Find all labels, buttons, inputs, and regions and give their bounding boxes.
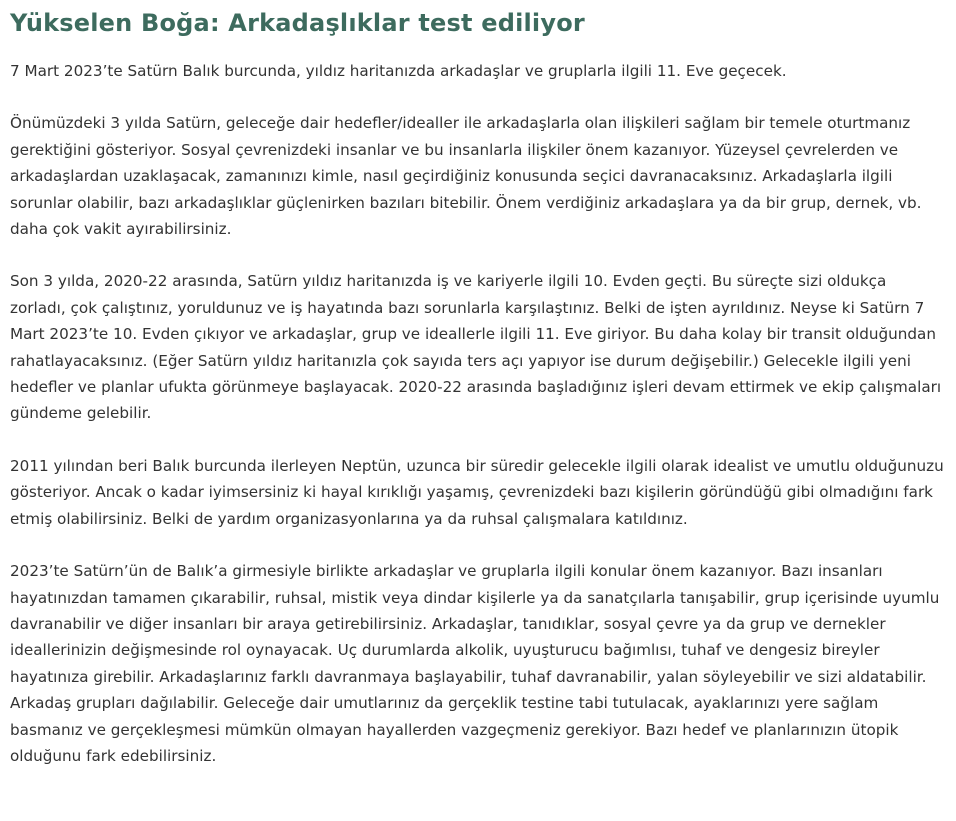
article-title: Yükselen Boğa: Arkadaşlıklar test ediliyor xyxy=(10,9,585,37)
paragraph-neptune: 2011 yılından beri Balık burcunda ilerleyen Neptün, uzunca bir süredir gelecekle ilgili olarak idealist ve umutlu olduğunuzu gösteriyor. Ancak o kadar iyimsersiniz ki hayal kırıklığı yaşamış, çevrenizdeki bazı kişilerin göründüğü gibi olmadığını fark etmiş olabilirsiniz. Belki de yardım organizasyonlarına ya da ruhsal çalışmalara katıldınız. xyxy=(10,456,944,528)
article xyxy=(10,0,946,769)
paragraph-intro: 7 Mart 2023’te Satürn Balık burcunda, yıldız haritanızda arkadaşlar ve gruplarla ilgili 11. Eve geçecek. xyxy=(10,62,787,80)
paragraph-saturn-in-pisces: 2023’te Satürn’ün de Balık’a girmesiyle birlikte arkadaşlar ve gruplarla ilgili konular önem kazanıyor. Bazı insanları hayatınızdan tamamen çıkarabilir, ruhsal, mistik veya dindar kişilerle ya da sanatçılarla tanışabilir, grup içerisinde uyumlu davranabilir ve diğer insanları bir araya getirebilirsiniz. Arkadaşlar, tanıdıklar, sosyal çevre ya da grup ve dernekler ideallerinizin değişmesinde rol oynayacak. Uç durumlarda alkolik, uyuşturucu bağımlısı, tuhaf ve dengesiz bireyler hayatınıza girebilir. Arkadaşlarınız farklı davranmaya başlayabilir, tuhaf davranabilir, yalan söyleyebilir ve sizi aldatabilir. Arkadaş grupları dağılabilir. Geleceğe dair umutlarınız da gerçeklik testine tabi tutulacak, ayaklarınızı yere sağlam basmanız ve gerçekleşmesi mümkün olmayan hayallerden vazgeçmeniz gerekiyor. Bazı hedef ve planlarınızın ütopik olduğunu fark edebilirsiniz. xyxy=(10,562,940,765)
paragraph-last-three-years: Son 3 yılda, 2020-22 arasında, Satürn yıldız haritanızda iş ve kariyerle ilgili 10. Evden geçti. Bu süreçte sizi oldukça zorladı, çok çalıştınız, yoruldunuz ve iş hayatında bazı sorunlarla karşılaştınız. Belki de işten ayrıldınız. Neyse ki Satürn 7 Mart 2023’te 10. Evden çıkıyor ve arkadaşlar, grup ve ideallerle ilgili 11. Eve giriyor. Bu daha kolay bir transit olduğundan rahatlayacaksınız. (Eğer Satürn yıldız haritanızla çok sayıda ters açı yapıyor ise durum değişebilir.) Gelecekle ilgili yeni hedefler ve planlar ufukta görünmeye başlayacak. 2020-22 arasında başladığınız işleri devam ettirmek ve ekip çalışmaları gündeme gelebilir. xyxy=(10,272,942,423)
paragraph-next-three-years: Önümüzdeki 3 yılda Satürn, geleceğe dair hedefler/idealler ile arkadaşlarla olan ilişkileri sağlam bir temele oturtmanız gerektiğini gösteriyor. Sosyal çevrenizdeki insanlar ve bu insanlarla ilişkiler önem kazanıyor. Yüzeysel çevrelerden ve arkadaşlardan uzaklaşacak, zamanınızı kimle, nasıl geçirdiğiniz konusunda seçici davranacaksınız. Arkadaşlarla ilgili sorunlar olabilir, bazı arkadaşlıklar güçlenirken bazıları bitebilir. Önem verdiğiniz arkadaşlara ya da bir grup, dernek, vb. daha çok vakit ayırabilirsiniz. xyxy=(10,114,922,239)
